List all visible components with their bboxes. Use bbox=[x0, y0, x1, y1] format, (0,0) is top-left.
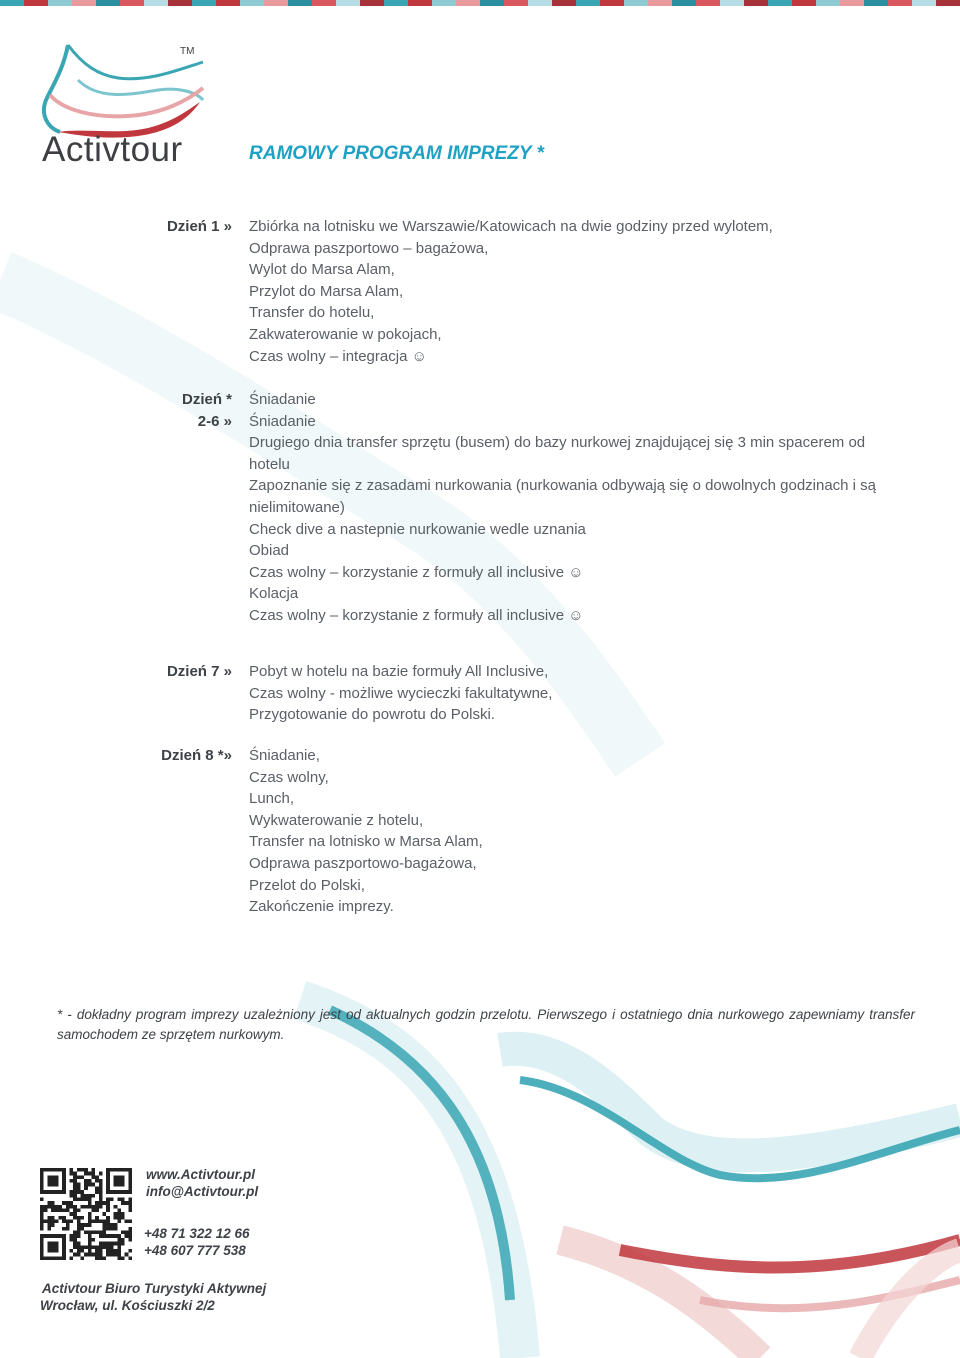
day-activities bbox=[249, 389, 929, 627]
activity-line: Kolacja bbox=[249, 585, 299, 603]
activity-line: Wylot do Marsa Alam, bbox=[249, 261, 395, 279]
email-link[interactable]: info@Activtour.pl bbox=[146, 1184, 259, 1199]
activity-line: Lunch, bbox=[249, 790, 295, 808]
activity-line: hotelu bbox=[249, 455, 290, 473]
phone-number: +48 607 777 538 bbox=[144, 1243, 246, 1258]
activity-line: Śniadanie bbox=[249, 412, 316, 430]
activity-line: nielimitowane) bbox=[249, 498, 345, 516]
day-activities bbox=[249, 661, 929, 726]
qr-code[interactable] bbox=[40, 1168, 132, 1260]
company-name: Activtour Biuro Turystyki Aktywnej bbox=[42, 1281, 267, 1296]
top-color-strip bbox=[0, 0, 960, 6]
activity-line: Wykwaterowanie z hotelu, bbox=[249, 811, 424, 829]
activity-line: Śniadanie bbox=[249, 391, 316, 408]
day-label: Dzień * 2-6 » bbox=[181, 391, 232, 430]
activity-line: Transfer na lotnisko w Marsa Alam, bbox=[249, 833, 483, 851]
activity-line: Pobyt w hotelu na bazie formuły All Inclusive, bbox=[249, 663, 549, 680]
activity-line: Czas wolny – korzystanie z formuły all inclusive ☺ bbox=[249, 563, 584, 581]
activity-line: Czas wolny - możliwe wycieczki fakultatywne, bbox=[249, 684, 553, 702]
activity-line: Check dive a nastepnie nurkowanie wedle uznania bbox=[249, 520, 586, 538]
phone-number: +48 71 322 12 66 bbox=[144, 1226, 250, 1241]
activity-line: Odprawa paszportowo-bagażowa, bbox=[249, 854, 477, 872]
page-title: RAMOWY PROGRAM IMPREZY * bbox=[249, 143, 544, 164]
activity-line: Zakwaterowanie w pokojach, bbox=[249, 325, 442, 343]
activity-line: Czas wolny, bbox=[249, 768, 329, 786]
day-label: Dzień 7 » bbox=[166, 663, 232, 680]
activity-line: Transfer do hotelu, bbox=[249, 304, 375, 322]
activity-line: Zbiórka na lotnisku we Warszawie/Katowicach na dwie godziny przed wylotem, bbox=[249, 218, 773, 235]
day-label: Dzień 8 *» bbox=[161, 747, 232, 764]
day-activities bbox=[249, 745, 929, 918]
day-label: Dzień 1 » bbox=[166, 218, 232, 235]
trademark-symbol: TM bbox=[180, 46, 195, 57]
activity-line: Śniadanie, bbox=[249, 747, 320, 764]
activity-line: Przelot do Polski, bbox=[249, 876, 365, 894]
brand-name: Activtour bbox=[42, 130, 183, 169]
activity-line: Zapoznanie się z zasadami nurkowania (nurkowania odbywają się o dowolnych godzinach i są bbox=[249, 477, 877, 495]
activity-line: Czas wolny – integracja ☺ bbox=[249, 347, 427, 365]
activity-line: Odprawa paszportowo – bagażowa, bbox=[249, 239, 489, 257]
activity-line: Obiad bbox=[249, 542, 290, 560]
activity-line: Czas wolny – korzystanie z formuły all inclusive ☺ bbox=[249, 606, 584, 624]
company-address: Wrocław, ul. Kościuszki 2/2 bbox=[40, 1298, 215, 1313]
activity-line: Zakończenie imprezy. bbox=[249, 898, 394, 916]
footnote: * - dokładny program imprezy uzależniony jest od aktualnych godzin przelotu. Pierwszego i ostatniego dnia nurkowego zapewniamy transfer samochodem ze sprzętem nurkowym. bbox=[57, 1007, 915, 1042]
activity-line: Przylot do Marsa Alam, bbox=[249, 282, 404, 300]
activity-line: Drugiego dnia transfer sprzętu (busem) do bazy nurkowej znajdującej się 3 min spacerem od bbox=[249, 434, 866, 452]
website-link[interactable]: www.Activtour.pl bbox=[146, 1167, 256, 1182]
activity-line: Przygotowanie do powrotu do Polski. bbox=[249, 706, 495, 724]
day-activities bbox=[249, 216, 929, 367]
